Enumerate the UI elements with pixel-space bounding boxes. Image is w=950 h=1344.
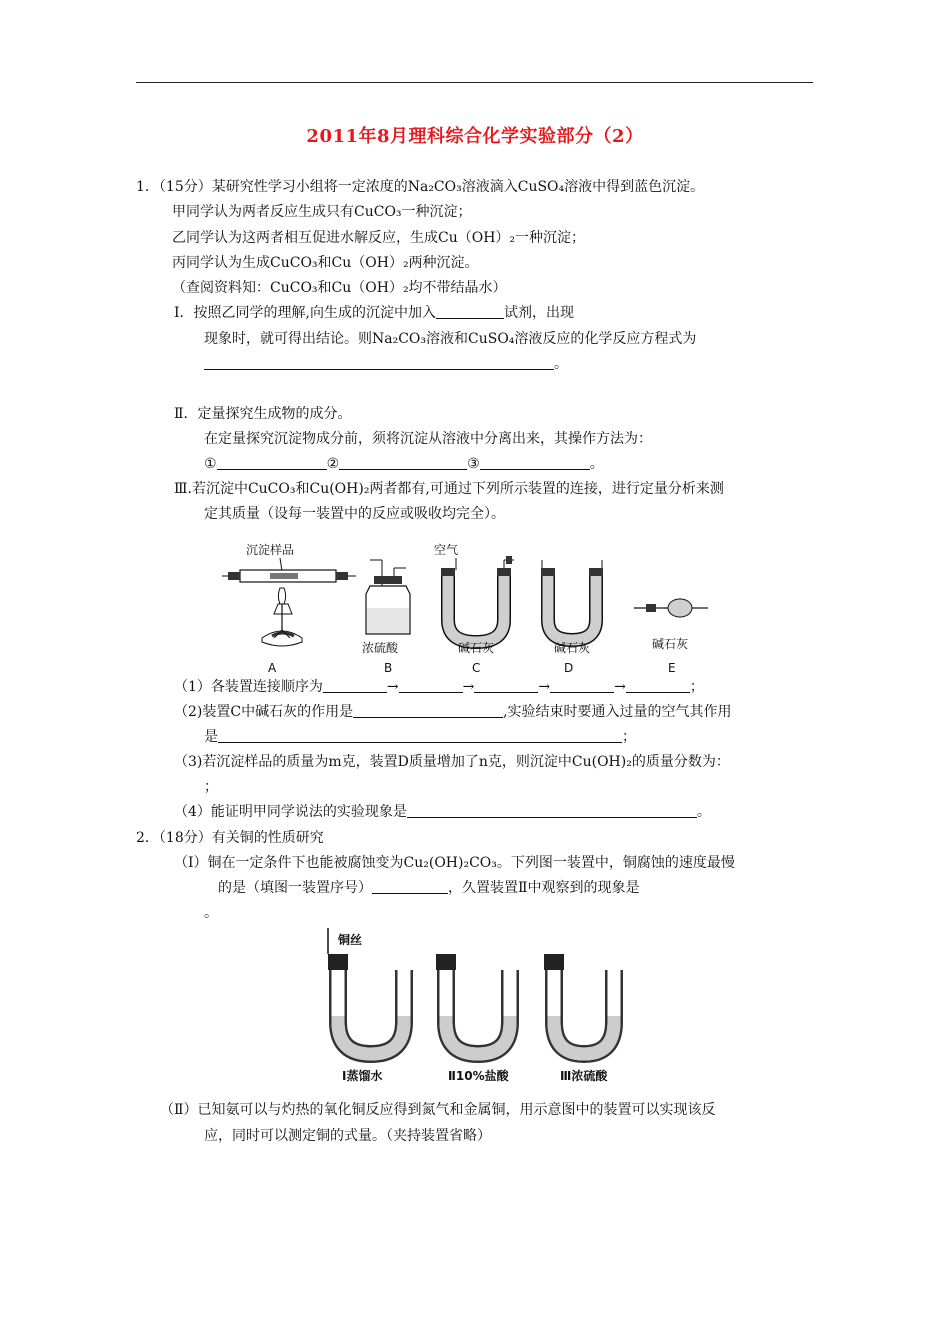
answer-blank-reagent[interactable] bbox=[436, 304, 504, 319]
apparatus-figure bbox=[222, 538, 722, 678]
q1-part1-line3 bbox=[204, 354, 568, 374]
q1-part2-end: 。 bbox=[589, 456, 604, 472]
answer-blank-slowest[interactable] bbox=[372, 879, 448, 894]
q1-sub4 bbox=[174, 802, 711, 822]
tube-label-1: Ⅰ蒸馏水 bbox=[342, 1069, 383, 1083]
letter-d: D bbox=[564, 661, 574, 675]
arrow-3: → bbox=[538, 679, 551, 695]
label-soda-lime-c: 碱石灰 bbox=[458, 641, 495, 655]
q1-part1-end: 。 bbox=[554, 356, 568, 372]
circle-1: ① bbox=[204, 456, 217, 472]
q2-line1: 2．（18分）有关铜的性质研究 bbox=[136, 830, 324, 846]
u-tube-1 bbox=[328, 954, 404, 1083]
circle-2: ② bbox=[326, 456, 340, 472]
answer-blank-step1[interactable] bbox=[217, 455, 327, 470]
corrosion-figure bbox=[320, 924, 640, 1084]
q1-part3-line2: 定其质量（设每一装置中的反应或吸收均完全）。 bbox=[204, 506, 505, 522]
circle-3: ③ bbox=[467, 456, 480, 472]
q1-line3: 乙同学认为这两者相互促进水解反应，生成Cu（OH）₂一种沉淀； bbox=[172, 230, 586, 246]
answer-blank-order-4[interactable] bbox=[550, 678, 614, 693]
u-tube-3 bbox=[544, 954, 614, 1083]
q1-sub3-line2: ； bbox=[204, 779, 218, 795]
letter-a: A bbox=[268, 661, 277, 675]
q1-sub2-text-a: （2)装置C中碱石灰的作用是 bbox=[174, 704, 354, 720]
apparatus-d bbox=[541, 560, 603, 675]
q1-line1: 1．（15分）某研究性学习小组将一定浓度的Na₂CO₃溶液滴入CuSO₄溶液中得到蓝色沉淀。 bbox=[136, 179, 705, 195]
answer-blank-step2[interactable] bbox=[339, 455, 467, 470]
answer-blank-phenomenon[interactable] bbox=[407, 803, 697, 818]
q2-part1-text-b: 的是（填图一装置序号） bbox=[218, 880, 372, 896]
air-label: 空气 bbox=[434, 543, 459, 557]
arrow-2: → bbox=[462, 679, 475, 695]
arrow-4: → bbox=[614, 679, 626, 695]
q1-line4: 丙同学认为生成CuCO₃和Cu（OH）₂两种沉淀。 bbox=[172, 255, 479, 271]
answer-blank-order-3[interactable] bbox=[474, 678, 538, 693]
apparatus-c bbox=[434, 542, 514, 675]
q1-line5: （查阅资料知：CuCO₃和Cu（OH）₂均不带结晶水） bbox=[172, 280, 507, 296]
apparatus-b bbox=[362, 560, 410, 675]
tube-label-3: Ⅲ浓硫酸 bbox=[560, 1069, 608, 1083]
q1-sub1 bbox=[174, 677, 704, 697]
letter-b: B bbox=[384, 661, 393, 675]
answer-blank-order-2[interactable] bbox=[399, 678, 463, 693]
q2-part1-line2 bbox=[218, 878, 640, 898]
q2-part1-text-c: ，久置装置Ⅱ中观察到的现象是 bbox=[448, 880, 640, 896]
q1-sub1-end: ； bbox=[689, 679, 704, 695]
q2-part1-line1: （Ⅰ）铜在一定条件下也能被腐蚀变为Cu₂(OH)₂CO₃。下列图一装置中，铜腐蚀的速度最慢 bbox=[174, 855, 735, 871]
q1-sub2-line1 bbox=[174, 702, 732, 722]
apparatus-a bbox=[222, 542, 356, 675]
q1-line2: 甲同学认为两者反应生成只有CuCO₃一种沉淀； bbox=[172, 204, 472, 220]
answer-blank-order-1[interactable] bbox=[323, 678, 387, 693]
answer-blank-step3[interactable] bbox=[480, 455, 590, 470]
q1-part1-line1 bbox=[174, 303, 574, 323]
q2-part1-line3: 。 bbox=[204, 905, 218, 921]
answer-blank-order-5[interactable] bbox=[626, 678, 690, 693]
q1-part1-text-a: Ⅰ．按照乙同学的理解,向生成的沉淀中加入 bbox=[174, 305, 436, 321]
q1-sub4-text: （4）能证明甲同学说法的实验现象是 bbox=[174, 804, 407, 820]
q1-sub3-line1: （3)若沉淀样品的质量为m克，装置D质量增加了n克，则沉淀中Cu(OH)₂的质量分数为： bbox=[174, 754, 730, 770]
q2-part2-line1: （Ⅱ）已知氨可以与灼热的氧化铜反应得到氮气和金属铜，用示意图中的装置可以实现该反 bbox=[160, 1102, 716, 1118]
label-soda-lime-d: 碱石灰 bbox=[554, 641, 591, 655]
q1-sub4-end: 。 bbox=[696, 804, 711, 820]
q1-sub2-text-c: 是 bbox=[204, 729, 218, 745]
q2-part2-line2: 应，同时可以测定铜的式量。（夹持装置省略） bbox=[204, 1128, 491, 1144]
q1-part2-line3 bbox=[204, 454, 604, 474]
answer-blank-c-role[interactable] bbox=[353, 703, 503, 718]
tube-label-2: Ⅱ10%盐酸 bbox=[448, 1069, 509, 1083]
q1-part3-line1: Ⅲ.若沉淀中CuCO₃和Cu(OH)₂两者都有,可通过下列所示装置的连接，进行定量分析来测 bbox=[174, 481, 724, 497]
u-tube-2 bbox=[436, 954, 510, 1083]
apparatus-e bbox=[634, 599, 708, 675]
arrow-1: → bbox=[386, 679, 399, 695]
q1-sub2-end: ； bbox=[622, 729, 636, 745]
letter-c: C bbox=[472, 661, 481, 675]
wire-label: 铜丝 bbox=[338, 933, 363, 947]
q1-sub2-line2 bbox=[204, 727, 636, 747]
q1-part1-line2: 现象时，就可得出结论。则Na₂CO₃溶液和CuSO₄溶液反应的化学反应方程式为 bbox=[204, 331, 697, 347]
page-title: 2011年8月理科综合化学实验部分（2） bbox=[306, 126, 644, 147]
q1-part2-line1: Ⅱ．定量探究生成物的成分。 bbox=[174, 406, 352, 422]
label-conc-h2so4: 浓硫酸 bbox=[362, 641, 399, 655]
q1-part1-text-b: 试剂，出现 bbox=[503, 305, 574, 321]
letter-e: E bbox=[668, 661, 676, 675]
q1-part2-line2: 在定量探究沉淀物成分前，须将沉淀从溶液中分离出来，其操作方法为： bbox=[204, 431, 652, 447]
q1-sub1-text: （1）各装置连接顺序为 bbox=[174, 679, 323, 695]
sample-label: 沉淀样品 bbox=[246, 543, 295, 557]
header-rule bbox=[136, 82, 813, 83]
label-soda-lime-e: 碱石灰 bbox=[652, 637, 689, 651]
q1-sub2-text-b: ,实验结束时要通入过量的空气其作用 bbox=[503, 704, 732, 720]
answer-blank-air-role[interactable] bbox=[218, 728, 622, 743]
answer-blank-equation[interactable] bbox=[204, 355, 554, 370]
